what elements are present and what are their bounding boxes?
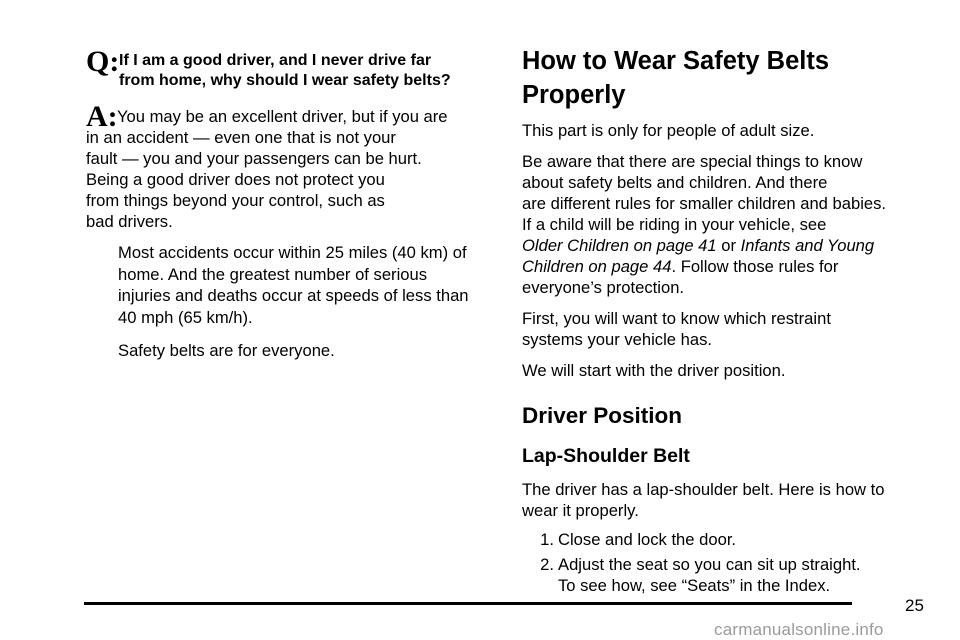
step-number: 2. — [540, 555, 554, 574]
answer-block — [86, 100, 496, 232]
infants-link-part2[interactable]: Children on page 44 — [522, 257, 672, 276]
children-paragraph: Be aware that there are special things to know about safety belts and children. And there are different rules for smaller children and babies. If a child will be riding in your vehicle, see Older Children on page 41 or Infants and Young Children on page 44. Follow those rules for everyone’s protection. — [522, 152, 887, 297]
faq-column — [86, 45, 496, 362]
everyone-paragraph: Safety belts are for everyone. — [118, 341, 335, 360]
list-item: 1. Close and lock the door. — [522, 529, 932, 550]
footer-rule — [84, 602, 852, 605]
page-number: 25 — [905, 596, 924, 615]
infants-link-part1[interactable]: Infants and Young — [740, 236, 875, 255]
driver-position-heading: Driver Position — [522, 403, 683, 428]
restraint-paragraph: First, you will want to know which restraint systems your vehicle has. — [522, 309, 831, 349]
watermark: carmanualsonline.info — [714, 620, 884, 639]
accident-stats-paragraph: Most accidents occur within 25 miles (40 km) of home. And the greatest number of serious injuries and deaths occur at speeds of less than 40 mph (65 km/h). — [118, 243, 469, 327]
driver-start-paragraph: We will start with the driver position. — [522, 361, 786, 380]
question-text: If I am a good driver, and I never drive far from home, why should I wear safety belts? — [119, 52, 451, 89]
safety-belts-column — [522, 44, 932, 596]
steps-list — [522, 529, 932, 596]
step-number: 1. — [540, 530, 554, 549]
list-item: 2. Adjust the seat so you can sit up straight. To see how, see “Seats” in the Index. — [522, 554, 932, 596]
lap-shoulder-belt-heading: Lap-Shoulder Belt — [522, 445, 690, 467]
adult-size-paragraph: This part is only for people of adult size. — [522, 121, 815, 140]
question-marker: Q: — [86, 45, 120, 78]
section-heading: How to Wear Safety Belts Properly — [522, 47, 830, 109]
older-children-link[interactable]: Older Children on page 41 — [522, 236, 717, 255]
answer-text: You may be an excellent driver, but if you are in an accident — even one that is not your fault — you and your passengers can be hurt. Being a good driver does not protect you from things beyond your control, such as bad drivers. — [86, 107, 448, 231]
question-block — [86, 45, 496, 91]
lap-shoulder-paragraph: The driver has a lap-shoulder belt. Here is how to wear it properly. — [522, 480, 885, 520]
answer-marker: A: — [86, 100, 118, 133]
